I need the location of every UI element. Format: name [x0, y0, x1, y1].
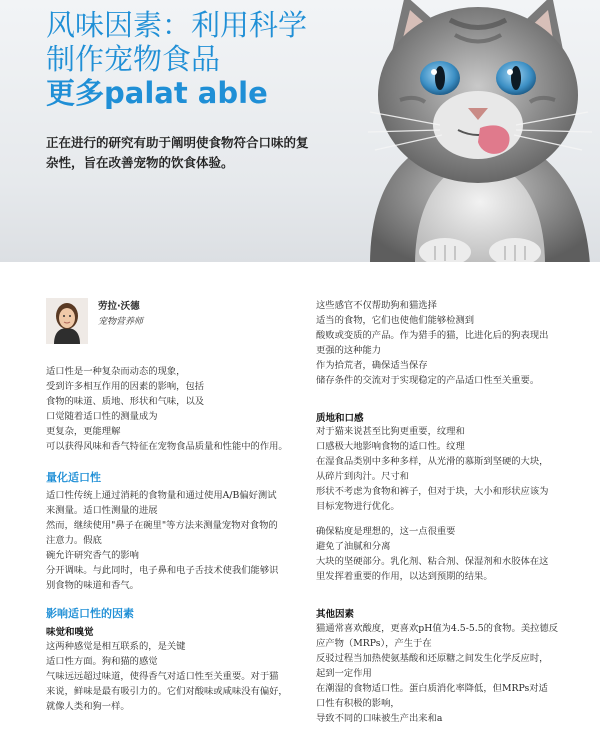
- author-portrait-image: [46, 298, 88, 344]
- text-line: 来测量。适口性测量的进展: [46, 505, 158, 516]
- text-line: 酸败或变质的产品。作为猎手的猫，比进化后的狗表现出: [316, 330, 549, 341]
- author-block: [46, 298, 306, 348]
- text-line: 气味远远超过味道，使得香气对适口性至关重要。对于猫: [46, 671, 279, 682]
- text-line: 储存条件的交流对于实现稳定的产品适口性至关重要。: [316, 375, 540, 386]
- text-line: 对于猫来说甚至比狗更重要，纹理和: [316, 426, 465, 437]
- section-heading-texture: 质地和口感: [316, 413, 364, 424]
- text-line: 然而，继续使用"鼻子在碗里"等方法来测量宠物对食物的: [46, 520, 278, 531]
- right-intro-paragraph: [316, 298, 578, 388]
- left-section1-paragraph: [46, 488, 308, 593]
- text-line: 确保粘度是理想的，这一点很重要: [316, 526, 456, 537]
- text-line: 来说，鲜味是最有吸引力的。它们对酸味或咸味没有偏好，: [46, 686, 288, 697]
- text-line: 里发挥着重要的作用，以达到预期的结果。: [316, 571, 493, 582]
- title-line-2: 制作宠物食品: [46, 42, 221, 76]
- text-line: 目标宠物进行优化。: [316, 501, 400, 512]
- text-line: 在潮湿的食物适口性。蛋白质消化率降低，但MRPs对适: [316, 683, 548, 694]
- text-line: 注意力。假底: [46, 535, 102, 546]
- text-line: 起到一定作用: [316, 668, 372, 679]
- text-line: 别食物的味道和香气。: [46, 580, 139, 591]
- left-section2-paragraph: [46, 639, 308, 714]
- text-line: 就像人类和狗一样。: [46, 701, 130, 712]
- title-line-1: 风味因素：利用科学: [46, 8, 308, 42]
- text-line: 应产物（MRPs），产生于在: [316, 638, 432, 649]
- text-line: 反驳过程当加热使氨基酸和还原糖之间发生化学反应时，: [316, 653, 549, 664]
- text-line: 适口性传统上通过消耗的食物量和通过使用A/B偏好测试: [46, 490, 277, 501]
- text-line: 导致不同的口味被生产出来和a: [316, 713, 443, 724]
- text-line: 口觉随着适口性的测量成为: [46, 411, 158, 422]
- text-line: 这些感官不仅帮助狗和猫选择: [316, 300, 437, 311]
- text-line: 可以获得风味和香气特征在宠物食品质量和性能中的作用。: [46, 441, 288, 452]
- hero-banner: [0, 0, 600, 262]
- text-line: 避免了油腻和分离: [316, 541, 391, 552]
- text-line: 猫通常喜欢酸度，更喜欢pH值为4.5-5.5的食物。美拉德反: [316, 623, 559, 634]
- author-name: 劳拉·沃德: [98, 301, 140, 312]
- text-line: 适当的食物，它们也使他们能够检测到: [316, 315, 475, 326]
- right-section1b-paragraph: [316, 524, 578, 584]
- cat-licking-lips-image: [330, 0, 600, 262]
- text-line: 形状不考虑为食物和裤子，但对于块，大小和形状应该为: [316, 486, 549, 497]
- page-subtitle: [46, 133, 376, 173]
- text-line: 在湿食品类别中多种多样，从光滑的慕斯到坚硬的大块，: [316, 456, 549, 467]
- text-line: 从碎片到肉汁。尺寸和: [316, 471, 409, 482]
- text-line: 大块的坚硬部分。乳化剂、粘合剂、保湿剂和水胶体在这: [316, 556, 549, 567]
- subtitle-line-2: 杂性，旨在改善宠物的饮食体验。: [46, 155, 234, 170]
- section-heading-quantify: 量化适口性: [46, 471, 101, 484]
- subheading-taste-smell: 味觉和嗅觉: [46, 627, 94, 638]
- text-line: 受到许多相互作用的因素的影响，包括: [46, 381, 205, 392]
- page-title: [46, 8, 307, 110]
- text-line: 食物的味道、质地、形状和气味，以及: [46, 396, 205, 407]
- text-line: 口感极大地影响食物的适口性。纹理: [316, 441, 465, 452]
- text-line: 分开调味。与此同时，电子鼻和电子舌技术使我们能够识: [46, 565, 279, 576]
- text-line: 作为拾荒者，确保适当保存: [316, 360, 428, 371]
- author-role: 宠物营养师: [98, 317, 144, 327]
- right-section2-paragraph: [316, 621, 578, 726]
- subtitle-line-1: 正在进行的研究有助于阐明使食物符合口味的复: [46, 135, 309, 150]
- text-line: 碗允许研究香气的影响: [46, 550, 139, 561]
- text-line: 口性有积极的影响，: [316, 698, 400, 709]
- section-heading-factors: 影响适口性的因素: [46, 607, 134, 620]
- text-line: 适口性方面。狗和猫的感觉: [46, 656, 158, 667]
- article-body: [0, 262, 600, 739]
- section-heading-other: 其他因素: [316, 609, 355, 620]
- left-intro-paragraph: [46, 364, 308, 454]
- text-line: 更复杂，更能理解: [46, 426, 121, 437]
- right-section1-paragraph: [316, 424, 578, 514]
- title-line-3: 更多palat able: [46, 76, 268, 110]
- text-line: 更强的这种能力: [316, 345, 382, 356]
- text-line: 这两种感觉是相互联系的，是关键: [46, 641, 186, 652]
- text-line: 适口性是一种复杂而动态的现象，: [46, 366, 186, 377]
